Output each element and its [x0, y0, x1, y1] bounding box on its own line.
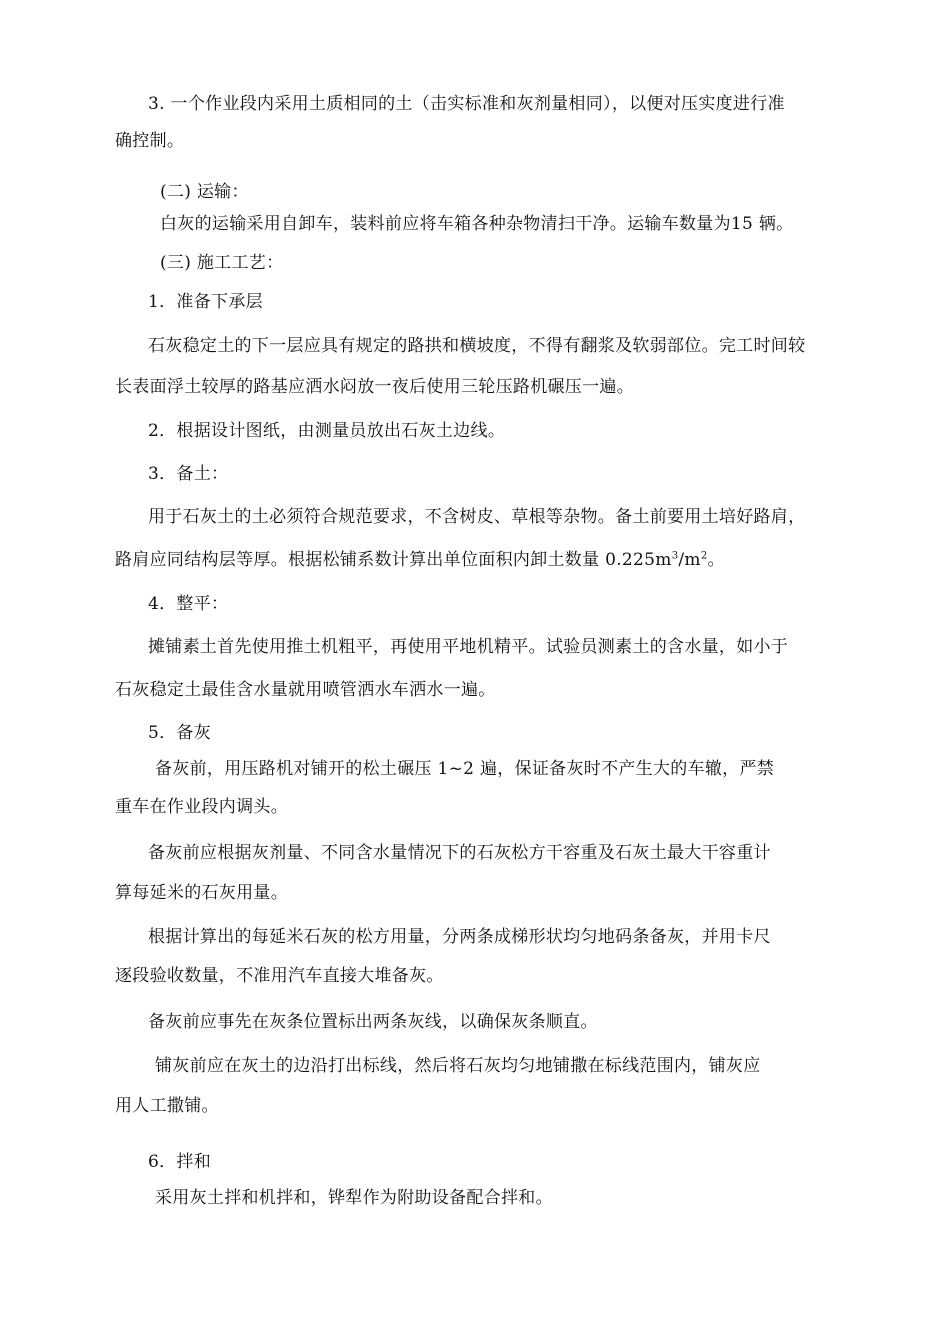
item3-line2: 确控制。	[115, 131, 185, 151]
step5-p5-line2: 用人工撒铺。	[115, 1096, 219, 1116]
step3-unit-exponent-2: 2	[700, 550, 708, 562]
section2-heading: (二) 运输：	[160, 182, 249, 202]
step1-line1: 石灰稳定土的下一层应具有规定的路拱和横坡度，不得有翻浆及软弱部位。完工时间较	[148, 336, 806, 356]
step2-heading: 2．根据设计图纸，由测量员放出石灰土边线。	[148, 421, 506, 441]
step4-line1: 摊铺素土首先使用推土机粗平，再使用平地机精平。试验员测素土的含水量，如小于	[148, 637, 789, 657]
section2-body: 白灰的运输采用自卸车，装料前应将车箱各种杂物清扫干净。运输车数量为15 辆。	[160, 214, 794, 234]
step5-p4-line1: 备灰前应事先在灰条位置标出两条灰线，以确保灰条顺直。	[148, 1012, 598, 1032]
step5-p2-line1: 备灰前应根据灰剂量、不同含水量情况下的石灰松方干容重及石灰土最大干容重计	[148, 843, 771, 863]
step5-p5-line1: 铺灰前应在灰土的边沿打出标线，然后将石灰均匀地铺撒在标线范围内，铺灰应	[155, 1056, 761, 1076]
step3-line1: 用于石灰土的土必须符合规范要求，不含树皮、草根等杂物。备土前要用土培好路肩，	[148, 507, 806, 527]
step1-heading: 1．准备下承层	[148, 292, 263, 312]
step6-heading: 6．拌和	[148, 1152, 212, 1172]
step5-p2-line2: 算每延米的石灰用量。	[115, 883, 288, 903]
step5-p1-line1: 备灰前，用压路机对铺开的松土碾压 1~2 遍，保证备灰时不产生大的车辙，严禁	[155, 759, 775, 779]
step4-line2: 石灰稳定土最佳含水量就用喷管洒水车洒水一遍。	[115, 680, 496, 700]
step1-line2: 长表面浮土较厚的路基应洒水闷放一夜后使用三轮压路机碾压一遍。	[115, 377, 634, 397]
step4-heading: 4．整平：	[148, 594, 229, 614]
step3-line2	[115, 548, 725, 572]
step5-p1-line2: 重车在作业段内调头。	[115, 797, 288, 817]
step5-p3-line2: 逐段验收数量，不准用汽车直接大堆备灰。	[115, 966, 444, 986]
step3-line2-text: 路肩应同结构层等厚。根据松铺系数计算出单位面积内卸土数量 0.225m	[115, 550, 672, 570]
section3-heading: (三) 施工工艺：	[160, 253, 284, 273]
step5-heading: 5．备灰	[148, 723, 212, 743]
step3-heading: 3．备土：	[148, 464, 229, 484]
item3-line1: 3. 一个作业段内采用土质相同的土（击实标准和灰剂量相同），以便对压实度进行准	[148, 94, 785, 114]
step3-unit-exponent-3: 3	[671, 550, 679, 562]
step3-unit-divider: /m	[678, 550, 701, 570]
step6-body: 采用灰土拌和机拌和，铧犁作为附助设备配合拌和。	[155, 1188, 553, 1208]
step3-line2-end: 。	[707, 550, 725, 570]
step5-p3-line1: 根据计算出的每延米石灰的松方用量，分两条成梯形状均匀地码条备灰，并用卡尺	[148, 927, 771, 947]
